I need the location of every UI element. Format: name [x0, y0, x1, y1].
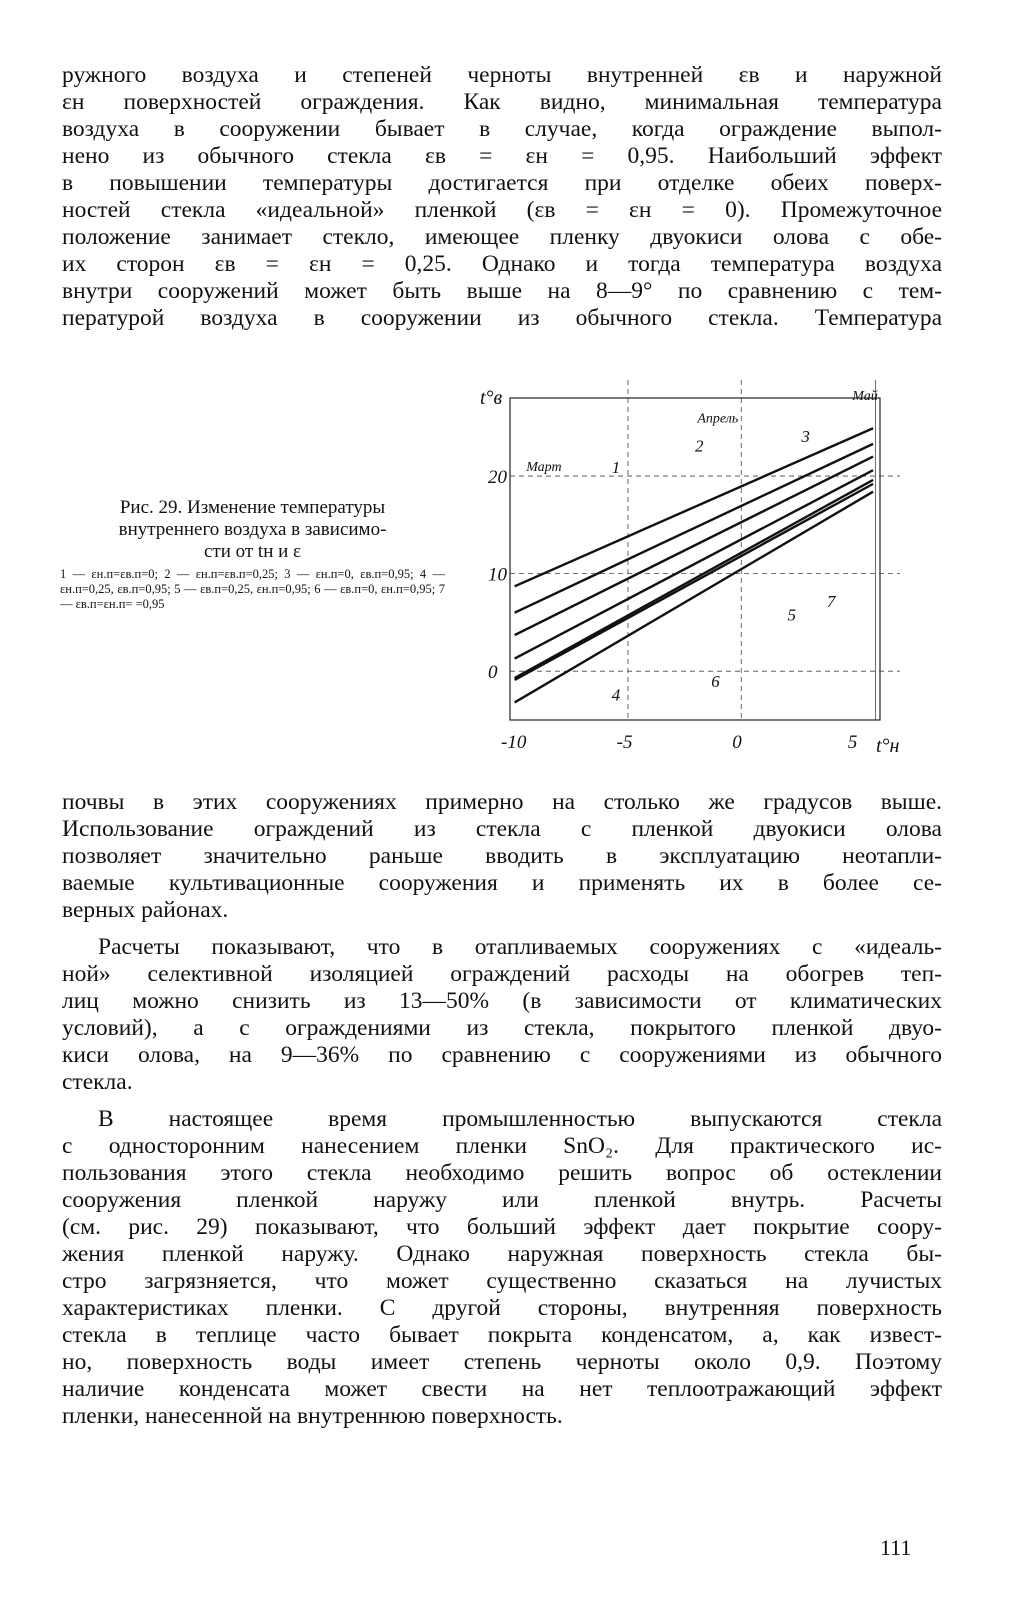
- series-line-2: [515, 444, 873, 613]
- text-line: пературой воздуха в сооружении из обычного стекла. Температура: [62, 305, 942, 331]
- month-annotation: Март: [526, 460, 562, 476]
- text-line: киси олова, на 9—36% по сравнению с сооружениями из обычного: [62, 1042, 942, 1068]
- series-line-1: [515, 428, 873, 586]
- curve-label: 3: [801, 426, 810, 446]
- curve-label: 7: [826, 591, 836, 611]
- page-number: 111: [880, 1535, 912, 1560]
- text-line: сооружения пленкой наружу или пленкой внутрь. Расчеты: [62, 1187, 942, 1213]
- text-line: нено из обычного стекла εв = εн = 0,95. Наибольший эффект: [62, 143, 942, 169]
- text-line: В настоящее время промышленностью выпускаются стекла: [98, 1106, 942, 1132]
- y-tick-label: 20: [488, 467, 507, 489]
- text-line: εн поверхностей ограждения. Как видно, минимальная температура: [62, 89, 942, 115]
- y-tick-label: 0: [488, 662, 498, 684]
- caption-legend: 1 — εн.п=εв.п=0; 2 — εн.п=εв.п=0,25; 3 — εн.п=0, εв.п=0,95; 4 — εн.п=0,25, εв.п=0,95; 5 — εв.п=0,25, εн.п=0,95; 6 — εв.п=0, εн.п=0,95; 7 — εв.п=εн.п= =0,95: [60, 567, 445, 611]
- text-line: с односторонним нанесением пленки SnO₂. Для практического ис-: [62, 1133, 942, 1159]
- paragraph-3: [62, 934, 942, 1096]
- figure-caption: [60, 497, 445, 612]
- text-line: позволяет значительно раньше вводить в эксплуатацию неотапли-: [62, 843, 942, 869]
- text-line: почвы в этих сооружениях примерно на столько же градусов выше.: [62, 789, 942, 815]
- caption-title-line: сти от tн и ε: [203, 541, 302, 562]
- text-line: (см. рис. 29) показывают, что больший эффект дает покрытие соору-: [62, 1214, 942, 1240]
- month-annotation: Апрель: [697, 411, 739, 427]
- text-line: пленки, нанесенной на внутреннюю поверхность.: [62, 1403, 563, 1429]
- text-line: но, поверхность воды имеет степень черноты около 0,9. Поэтому: [62, 1349, 942, 1375]
- series-line-7: [515, 484, 873, 680]
- caption-title-line: Рис. 29. Изменение температуры: [119, 497, 386, 518]
- text-line: в повышении температуры достигается при отделке обеих поверх-: [62, 170, 942, 196]
- text-line: стро загрязняется, что может существенно сказаться на лучистых: [62, 1268, 942, 1294]
- curve-label: 2: [695, 436, 704, 456]
- text-line: внутри сооружений может быть выше на 8—9° по сравнению с тем-: [62, 278, 942, 304]
- text-line: пользования этого стекла необходимо решить вопрос об остеклении: [62, 1160, 942, 1186]
- caption-title: [60, 497, 445, 563]
- paragraph-4: [62, 1106, 942, 1430]
- curve-label: 5: [787, 605, 796, 625]
- text-line: стекла.: [62, 1069, 133, 1095]
- text-line: жения пленкой наружу. Однако наружная поверхность стекла бы-: [62, 1241, 942, 1267]
- x-tick-label: 0: [732, 732, 742, 753]
- text-line: их сторон εв = εн = 0,25. Однако и тогда температура воздуха: [62, 251, 942, 277]
- series-line-5: [515, 480, 873, 678]
- x-axis-label: t°н: [876, 735, 900, 757]
- text-line: воздуха в сооружении бывает в случае, когда ограждение выпол-: [62, 116, 942, 142]
- temperature-chart: [470, 370, 910, 780]
- text-line: условий), а с ограждениями из стекла, покрытого пленкой двуо-: [62, 1015, 942, 1041]
- x-tick-label: -10: [501, 732, 527, 753]
- caption-title-line: внутреннего воздуха в зависимо-: [118, 519, 387, 540]
- text-line: ружного воздуха и степеней черноты внутренней εв и наружной: [62, 62, 942, 88]
- text-line: Использование ограждений из стекла с пленкой двуокиси олова: [62, 816, 942, 842]
- x-tick-label: 5: [847, 732, 858, 753]
- series-line-4: [515, 470, 873, 658]
- curve-label: 4: [611, 685, 621, 705]
- text-line: ваемые культивационные сооружения и применять их в более се-: [62, 870, 942, 896]
- text-line: ной» селективной изоляцией ограждений расходы на обогрев теп-: [62, 961, 942, 987]
- text-line: ностей стекла «идеальной» пленкой (εв = εн = 0). Промежуточное: [62, 197, 942, 223]
- curve-label: 6: [711, 671, 720, 691]
- series-line-3: [515, 457, 873, 636]
- x-tick-label: -5: [616, 732, 633, 753]
- text-line: наличие конденсата может свести на нет теплоотражающий эффект: [62, 1376, 942, 1402]
- text-line: положение занимает стекло, имеющее пленку двуокиси олова с обе-: [62, 224, 942, 250]
- text-line: стекла в теплице часто бывает покрыта конденсатом, а, как извест-: [62, 1322, 942, 1348]
- y-axis-label: t°в: [480, 387, 503, 409]
- text-line: верных районах.: [62, 897, 229, 923]
- y-tick-label: 10: [488, 564, 507, 586]
- month-annotation: Май: [852, 388, 878, 404]
- paragraph-2: [62, 789, 942, 924]
- text-line: характеристиках пленки. С другой стороны, внутренняя поверхность: [62, 1295, 942, 1321]
- paragraph-1: [62, 62, 942, 332]
- text-line: Расчеты показывают, что в отапливаемых сооружениях с «идеаль-: [98, 934, 942, 960]
- curve-label: 1: [611, 458, 621, 478]
- text-line: лиц можно снизить из 13—50% (в зависимости от климатических: [62, 988, 942, 1014]
